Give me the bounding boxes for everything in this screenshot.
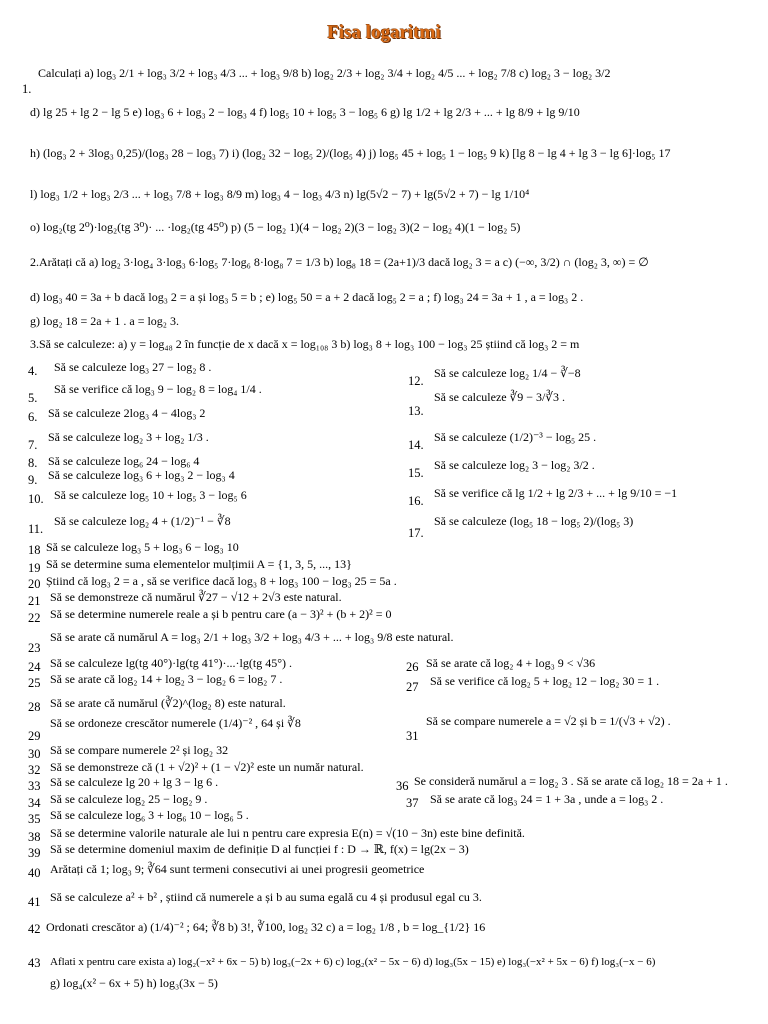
exercise-2-line-1: 2.Arătați că a) log₂ 3·log₄ 3·log₃ 6·log₅ 7·log₆ 8·log₈ 7 = 1/3 b) log₈ 18 = (2a+1)/3 dacă log₂ 3 = a c) (−∞, 3/2) ∩ (log₂ 3, ∞) = ∅ xyxy=(30,255,649,269)
exercise-39: Să se determine domeniul maxim de definiție D al funcției f : D → ℝ, f(x) = lg(2x − 3) xyxy=(50,842,469,856)
exercise-41: Să se calculeze a² + b² , știind că numerele a și b au suma egală cu 4 și produsul egal cu 3. xyxy=(50,890,482,904)
exercise-38: Să se determine valorile naturale ale lui n pentru care expresia E(n) = √(10 − 3n) este bine definită. xyxy=(50,826,525,840)
exercise-number: 5. xyxy=(28,391,38,405)
exercise-number: 17. xyxy=(408,526,424,540)
exercise-17: Să se calculeze (log₅ 18 − log₅ 2)/(log₅ 3) xyxy=(434,514,634,528)
exercise-2-line-3: g) log₂ 18 = 2a + 1 . a = log₂ 3. xyxy=(30,314,179,328)
exercise-number: 37 xyxy=(406,796,419,810)
exercise-34: Să se calculeze log₂ 25 − log₂ 9 . xyxy=(50,792,208,806)
exercise-31: Să se compare numerele a = √2 și b = 1/(√3 + √2) . xyxy=(426,714,671,728)
exercise-number: 15. xyxy=(408,466,424,480)
exercise-number: 26 xyxy=(406,660,419,674)
exercise-number: 7. xyxy=(28,438,38,452)
exercise-25: Să se arate că log₂ 14 + log₂ 3 − log₂ 6 = log₂ 7 . xyxy=(50,672,283,686)
exercise-11: Să se calculeze log₂ 4 + (1/2)⁻¹ − ∛8 xyxy=(54,514,231,528)
exercise-1-line-1: Calculați a) log₃ 2/1 + log₃ 3/2 + log₃ 4/3 ... + log₃ 9/8 b) log₂ 2/3 + log₂ 3/4 + log₂ 4/5 ... + log₂ 7/8 c) log₂ 3 − log₂ 3/2 xyxy=(38,66,611,80)
exercise-37: Să se arate că log₃ 24 = 1 + 3a , unde a = log₃ 2 . xyxy=(430,792,664,806)
exercise-32: Să se demonstreze că (1 + √2)² + (1 − √2)² este un număr natural. xyxy=(50,760,364,774)
page-title: Fisa logaritmi xyxy=(327,22,441,43)
exercise-number: 34 xyxy=(28,796,41,810)
exercise-number: 4. xyxy=(28,364,38,378)
exercise-number: 43 xyxy=(28,956,41,970)
exercise-number: 31 xyxy=(406,729,419,743)
exercise-12: Să se calculeze log₂ 1/4 − ∛−8 xyxy=(434,366,581,380)
exercise-number: 19 xyxy=(28,561,41,575)
exercise-28: Să se arate că numărul (∛2)^(log₂ 8) este natural. xyxy=(50,696,286,710)
exercise-36: Se consideră numărul a = log₂ 3 . Să se arate că log₂ 18 = 2a + 1 . xyxy=(414,774,728,788)
exercise-33: Să se calculeze lg 20 + lg 3 − lg 6 . xyxy=(50,775,219,789)
exercise-1-line-2: d) lg 25 + lg 2 − lg 5 e) log₃ 6 + log₃ 2 − log₃ 4 f) log₅ 10 + log₅ 3 − log₅ 6 g) lg 1/2 + lg 2/3 + ... + lg 8/9 + lg 9/10 xyxy=(30,105,580,119)
exercise-number: 22 xyxy=(28,611,41,625)
exercise-number: 21 xyxy=(28,594,41,608)
exercise-35: Să se calculeze log₆ 3 + log₆ 10 − log₆ 5 . xyxy=(50,808,249,822)
exercise-number: 24 xyxy=(28,660,41,674)
exercise-number: 35 xyxy=(28,812,41,826)
exercise-18: Să se calculeze log₃ 5 + log₃ 6 − log₃ 10 xyxy=(46,540,239,554)
exercise-number: 13. xyxy=(408,404,424,418)
exercise-43-line-1: Aflati x pentru care exista a) log₂(−x² + 6x − 5) b) log₃(−2x + 6) c) log₂(x² − 5x − 6) d) log₃(5x − 15) e) log₃(−x² + 5x − 6) f) log₃(−x − 6) xyxy=(50,956,656,968)
exercise-number: 25 xyxy=(28,676,41,690)
exercise-40: Arătați că 1; log₃ 9; ∛64 sunt termeni consecutivi ai unei progresii geometrice xyxy=(50,862,425,876)
exercise-number: 42 xyxy=(28,922,41,936)
exercise-1-line-5: o) log₂(tg 2⁰)·log₂(tg 3⁰)· ... ·log₂(tg 45⁰) p) (5 − log₂ 1)(4 − log₂ 2)(3 − log₂ 3)(2 − log₂ 4)(1 − log₂ 5) xyxy=(30,220,521,234)
exercise-number: 28 xyxy=(28,700,41,714)
exercise-1-line-3: h) (log₃ 2 + 3log₃ 0,25)/(log₃ 28 − log₃ 7) i) (log₂ 32 − log₅ 2)/(log₅ 4) j) log₅ 45 + log₅ 1 − log₅ 9 k) [lg 8 − lg 4 + lg 3 − lg 6]·log₅ 17 xyxy=(30,146,671,160)
exercise-number: 12. xyxy=(408,374,424,388)
exercise-2-line-2: d) log₃ 40 = 3a + b dacă log₃ 2 = a și log₃ 5 = b ; e) log₅ 50 = a + 2 dacă log₅ 2 = a ; f) log₃ 24 = 3a + 1 , a = log₃ 2 . xyxy=(30,290,584,304)
exercise-9: Să se calculeze log₃ 6 + log₃ 2 − log₃ 4 xyxy=(48,468,235,482)
exercise-24: Să se calculeze lg(tg 40°)·lg(tg 41°)·...·lg(tg 45°) . xyxy=(50,656,292,670)
exercise-21: Să se demonstreze că numărul ∛27 − √12 + 2√3 este natural. xyxy=(50,590,342,604)
exercise-number: 29 xyxy=(28,729,41,743)
exercise-27: Să se verifice că log₂ 5 + log₂ 12 − log₂ 30 = 1 . xyxy=(430,674,660,688)
exercise-number: 14. xyxy=(408,438,424,452)
exercise-number: 11. xyxy=(28,522,44,536)
exercise-4: Să se calculeze log₃ 27 − log₂ 8 . xyxy=(54,360,212,374)
exercise-26: Să se arate că log₂ 4 + log₃ 9 < √36 xyxy=(426,656,596,670)
exercise-20: Știind că log₃ 2 = a , să se verifice dacă log₃ 8 + log₃ 100 − log₃ 25 = 5a . xyxy=(46,574,397,588)
exercise-16: Să se verifice că lg 1/2 + lg 2/3 + ... + lg 9/10 = −1 xyxy=(434,486,678,500)
exercise-number: 20 xyxy=(28,577,41,591)
exercise-5: Să se verifice că log₃ 9 − log₂ 8 = log₄ 1/4 . xyxy=(54,382,262,396)
exercise-number: 39 xyxy=(28,846,41,860)
exercise-number: 41 xyxy=(28,895,41,909)
exercise-12b: Să se calculeze ∛9 − 3/∛3 . xyxy=(434,390,566,404)
exercise-43-line-2: g) log₄(x² − 6x + 5) h) log₃(3x − 5) xyxy=(50,976,218,990)
exercise-number: 1. xyxy=(22,82,32,96)
exercise-10: Să se calculeze log₅ 10 + log₅ 3 − log₅ 6 xyxy=(54,488,247,502)
exercise-number: 38 xyxy=(28,830,41,844)
exercise-19: Să se determine suma elementelor mulțimii A = {1, 3, 5, ..., 13} xyxy=(46,557,352,571)
exercise-number: 16. xyxy=(408,494,424,508)
exercise-number: 33 xyxy=(28,779,41,793)
exercise-number: 9. xyxy=(28,473,38,487)
exercise-number: 30 xyxy=(28,747,41,761)
exercise-number: 8. xyxy=(28,456,38,470)
exercise-number: 23 xyxy=(28,641,41,655)
exercise-number: 10. xyxy=(28,492,44,506)
exercise-8: Să se calculeze log₆ 24 − log₆ 4 xyxy=(48,454,200,468)
exercise-number: 6. xyxy=(28,410,38,424)
exercise-1-line-4: l) log₃ 1/2 + log₃ 2/3 ... + log₃ 7/8 + log₃ 8/9 m) log₃ 4 − log₃ 4/3 n) lg(5√2 − 7) + lg(5√2 + 7) − lg 1/10⁴ xyxy=(30,187,530,201)
exercise-23: Să se arate că numărul A = log₃ 2/1 + log₃ 3/2 + log₃ 4/3 + ... + log₃ 9/8 este natural. xyxy=(50,630,454,644)
exercise-number: 36 xyxy=(396,779,409,793)
exercise-number: 40 xyxy=(28,866,41,880)
exercise-number: 27 xyxy=(406,680,419,694)
exercise-15: Să se calculeze log₂ 3 − log₂ 3/2 . xyxy=(434,458,595,472)
exercise-3: 3.Să se calculeze: a) y = log₄₈ 2 în funcție de x dacă x = log₁₀₈ 3 b) log₃ 8 + log₃ 100 − log₃ 25 știind că log₃ 2 = m xyxy=(30,337,580,351)
exercise-14: Să se calculeze (1/2)⁻³ − log₅ 25 . xyxy=(434,430,597,444)
exercise-22: Să se determine numerele reale a și b pentru care (a − 3)² + (b + 2)² = 0 xyxy=(50,607,392,621)
exercise-29: Să se ordoneze crescător numerele (1/4)⁻² , 64 și ∛8 xyxy=(50,716,301,730)
exercise-42: Ordonati crescător a) (1/4)⁻² ; 64; ∛8 b) 3!, ∛100, log₂ 32 c) a = log₂ 1/8 , b = log_{1/2} 16 xyxy=(46,920,486,934)
exercise-number: 32 xyxy=(28,763,41,777)
exercise-6: Să se calculeze 2log₃ 4 − 4log₃ 2 xyxy=(48,406,206,420)
exercise-number: 18 xyxy=(28,543,41,557)
exercise-7: Să se calculeze log₂ 3 + log₂ 1/3 . xyxy=(48,430,209,444)
exercise-30: Să se compare numerele 2² și log₂ 32 xyxy=(50,743,229,757)
